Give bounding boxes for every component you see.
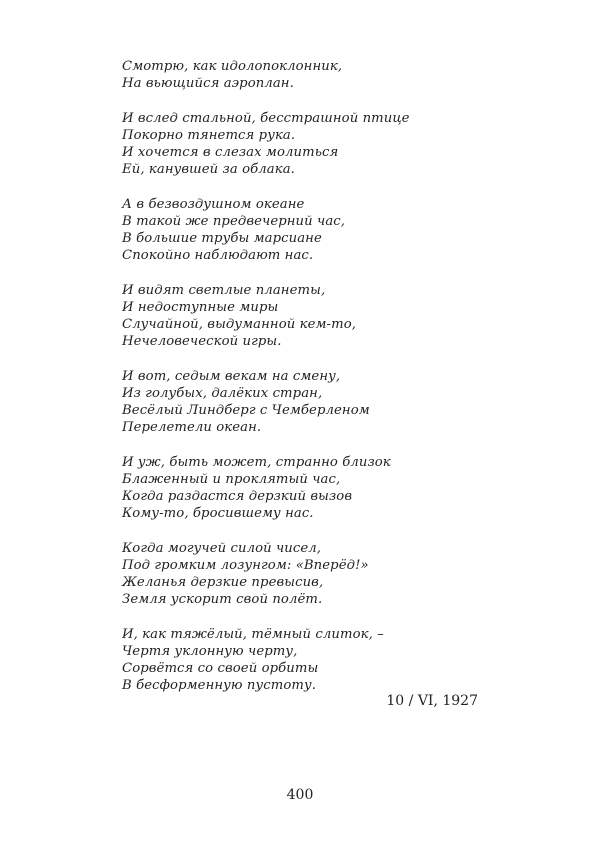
poem-line: И вот, седым векам на смену, [122,368,341,384]
poem-line: Кому-то, бросившему нас. [122,506,314,522]
poem-line: Желанья дерзкие превысив, [122,575,324,590]
poem-line: Чертя уклонную черту, [122,643,298,659]
poem-line: Спокойно наблюдают нас. [122,248,314,264]
poem-line: Сорвётся со своей орбиты [122,661,319,676]
stanza [122,110,482,179]
stanza [122,282,482,351]
stanza [122,368,482,437]
poem-line: В бесформенную пустоту. [122,678,317,694]
stanza [122,196,482,265]
page-number: 400 [286,787,314,803]
poem-line: Весёлый Линдберг с Чемберленом [122,403,370,418]
stanza [122,626,482,695]
poem-line: Земля ускорит свой полёт. [122,592,323,608]
poem-line: Под громким лозунгом: «Вперёд!» [122,557,369,573]
poem-line: И вслед стальной, бесстрашной птице [122,110,410,126]
poem-line: Нечеловеческой игры. [122,334,282,350]
stanza [122,540,482,609]
poem-line: И, как тяжёлый, тёмный слиток, – [122,626,384,642]
poem-line: И недоступные миры [122,299,279,315]
poem-line: Перелетели океан. [122,420,262,436]
stanza [122,454,482,523]
poem-line: Покорно тянется рука. [122,127,296,143]
poem-line: И хочется в слезах молиться [122,145,339,160]
poem-date: 10 / VI, 1927 [386,693,478,709]
poem-line: На вьющийся аэроплан. [122,76,294,92]
poem-line: В большие трубы марсиане [122,231,322,246]
stanza [122,58,482,92]
poem-line: И уж, быть может, странно близок [122,454,391,470]
poem-line: Смотрю, как идолопоклонник, [122,59,343,74]
poem-line: И видят светлые планеты, [122,282,326,298]
poem-line: Когда раздастся дерзкий вызов [122,489,353,504]
poem-line: Из голубых, далёких стран, [122,385,323,401]
poem-line: Случайной, выдуманной кем-то, [122,317,357,332]
poem [122,58,482,694]
poem-line: В такой же предвечерний час, [122,213,346,229]
poem-line: А в безвоздушном океане [122,196,305,212]
poem-line: Когда могучей силой чисел, [122,540,322,556]
poem-line: Блаженный и проклятый час, [122,471,341,487]
poem-line: Ей, канувшей за облака. [122,162,295,178]
